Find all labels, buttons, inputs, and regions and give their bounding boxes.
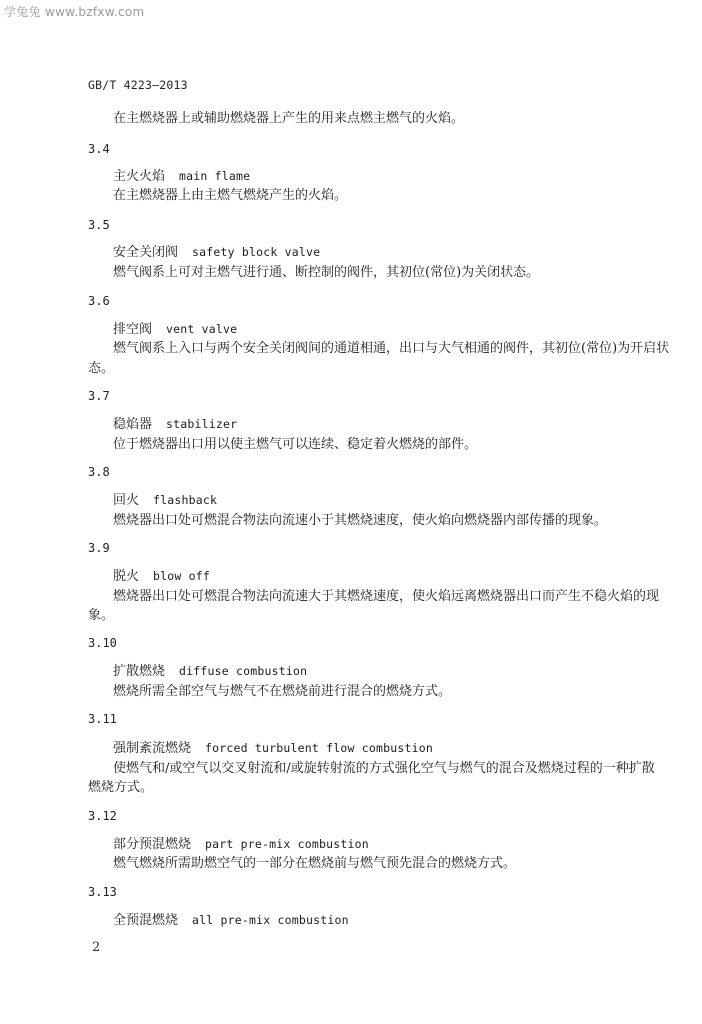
term-en: vent valve: [166, 322, 238, 336]
clause-number: 3.6: [88, 294, 110, 308]
definition-line: 燃烧所需全部空气与燃气不在燃烧前进行混合的燃烧方式。: [113, 684, 452, 699]
term-zh: 强制紊流燃烧: [113, 741, 192, 756]
definition-line: 燃气阀系上入口与两个安全关闭阀间的通道相通，出口与大气相通的阀件，其初位(常位)为开启状: [113, 341, 670, 356]
definition-line: 在主燃烧器上由主燃气燃烧产生的火焰。: [113, 188, 348, 203]
intro-text: 在主燃烧器上或辅助燃烧器上产生的用来点燃主燃气的火焰。: [113, 111, 465, 126]
clause-number: 3.5: [88, 218, 110, 232]
definition-line: 位于燃烧器出口用以使主燃气可以连续、稳定着火燃烧的部件。: [113, 437, 478, 452]
term-heading: [113, 660, 307, 679]
term-en: diffuse combustion: [179, 664, 308, 678]
term-en: main flame: [179, 169, 251, 183]
page-number: 2: [92, 940, 101, 955]
term-zh: 脱火: [113, 569, 140, 584]
term-heading: [113, 241, 320, 260]
clause-number: 3.8: [88, 465, 110, 479]
term-heading: [113, 165, 250, 184]
term-zh: 安全关闭阀: [113, 245, 179, 260]
term-zh: 扩散燃烧: [113, 664, 166, 679]
term-zh: 回火: [113, 493, 140, 508]
term-heading: [113, 413, 237, 432]
clause-number: 3.4: [88, 142, 110, 156]
term-en: stabilizer: [166, 417, 238, 431]
standard-code: GB/T 4223—2013: [88, 78, 188, 92]
watermark: 学兔兔 www.bzfxw.com: [4, 5, 145, 19]
term-en: flashback: [153, 493, 218, 507]
term-heading: [113, 833, 369, 852]
definition-line: 燃气燃烧所需助燃空气的一部分在燃烧前与燃气预先混合的燃烧方式。: [113, 856, 517, 871]
term-heading: [113, 318, 237, 337]
clause-number: 3.7: [88, 389, 110, 403]
term-en: blow off: [153, 569, 211, 583]
definition-line: 象。: [88, 608, 115, 623]
term-zh: 全预混燃烧: [113, 913, 179, 928]
term-zh: 排空阀: [113, 322, 153, 337]
definition-line: 燃气阀系上可对主燃气进行通、断控制的阀件，其初位(常位)为关闭状态。: [113, 265, 540, 280]
term-heading: [113, 565, 210, 584]
definition-line: 燃烧器出口处可燃混合物法向流速小于其燃烧速度，使火焰向燃烧器内部传播的现象。: [113, 513, 608, 528]
term-en: forced turbulent flow combustion: [205, 741, 433, 755]
term-en: part pre-mix combustion: [205, 837, 369, 851]
clause-number: 3.12: [88, 809, 117, 823]
definition-line: 燃烧方式。: [88, 780, 154, 795]
clause-number: 3.13: [88, 885, 117, 899]
term-zh: 部分预混燃烧: [113, 837, 192, 852]
term-en: all pre-mix combustion: [192, 913, 349, 927]
definition-line: 态。: [88, 361, 115, 376]
definition-line: 燃烧器出口处可燃混合物法向流速大于其燃烧速度，使火焰远离燃烧器出口而产生不稳火焰的现: [113, 589, 660, 604]
term-zh: 稳焰器: [113, 417, 153, 432]
term-heading: [113, 489, 217, 508]
term-heading: [113, 909, 349, 928]
term-zh: 主火火焰: [113, 169, 166, 184]
clause-number: 3.10: [88, 636, 117, 650]
term-heading: [113, 737, 433, 756]
definition-line: 使燃气和/或空气以交叉射流和/或旋转射流的方式强化空气与燃气的混合及燃烧过程的一种扩散: [113, 761, 655, 776]
clause-number: 3.9: [88, 541, 110, 555]
term-en: safety block valve: [192, 245, 321, 259]
clause-number: 3.11: [88, 712, 117, 726]
